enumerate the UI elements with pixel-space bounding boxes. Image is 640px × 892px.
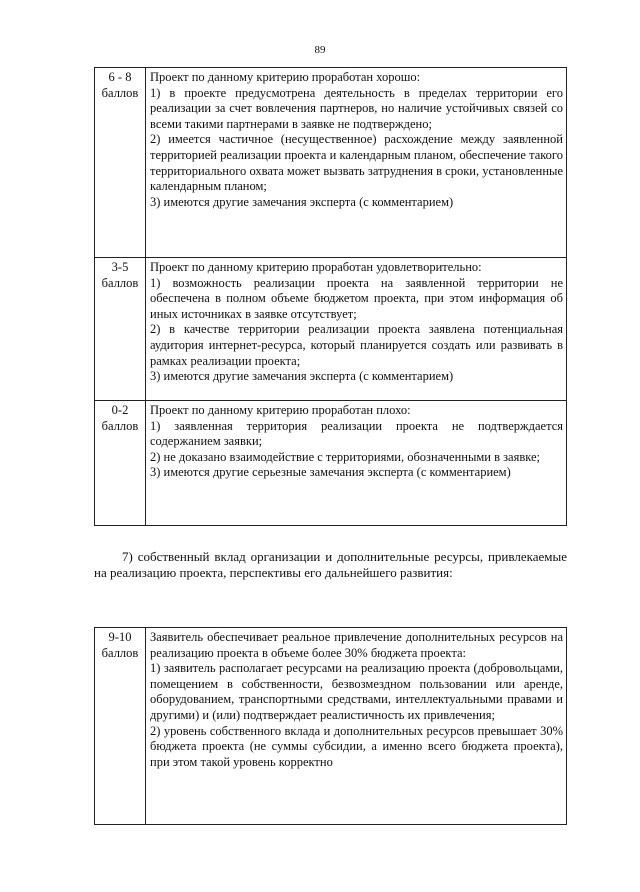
score-range: 3-5 [111, 260, 129, 274]
score-cell [95, 401, 146, 526]
section-paragraph: 7) собственный вклад организации и дополнительные ресурсы, привлекаемые на реализацию проекта, перспективы его дальнейшего развития: [94, 549, 567, 580]
criterion-item: 1) возможность реализации проекта на заявленной территории не обеспечена в полном объеме бюджетом проекта, при этом информация об иных источниках в заявке отсутствует; [150, 275, 563, 321]
table-row [95, 68, 567, 258]
description-cell [146, 401, 567, 526]
criterion-heading: Проект по данному критерию проработан плохо: [150, 403, 411, 417]
table-row [95, 258, 567, 401]
score-cell [95, 258, 146, 401]
score-range: 0-2 [111, 403, 129, 417]
score-range: 9-10 [108, 630, 132, 644]
criterion-item: 1) заявленная территория реализации проекта не подтверждается содержанием заявки; [150, 418, 563, 449]
table-row [95, 401, 567, 526]
score-cell [95, 68, 146, 258]
criterion-item: 3) имеются другие замечания эксперта (с комментарием) [150, 194, 454, 209]
score-cell [95, 628, 146, 825]
score-unit: баллов [101, 275, 139, 290]
criterion-heading: Проект по данному критерию проработан хорошо: [150, 70, 421, 84]
score-unit: баллов [101, 645, 139, 660]
score-unit: баллов [101, 418, 139, 433]
criterion-item: 1) заявитель располагает ресурсами на реализацию проекта (добровольцами, помещением в собственности, безвозмездном пользовании или аренде, оборудованием, транспортными средствами, интеллектуальными правами и другими) и (или) подтверждает реалистичность их привлечения; [150, 661, 563, 722]
criterion-heading: Проект по данному критерию проработан удовлетворительно: [150, 260, 482, 274]
criterion-item: 3) имеются другие замечания эксперта (с комментарием) [150, 369, 454, 384]
description-cell [146, 68, 567, 258]
description-cell [146, 258, 567, 401]
page-number: 89 [314, 44, 326, 56]
description-cell [146, 628, 567, 825]
criterion-item: 2) в качестве территории реализации проекта заявлена потенциальная аудитория интернет-ресурса, который планируется создать или развивать в рамках реализации проекта; [150, 322, 563, 368]
criterion-item: 3) имеются другие серьезные замечания эксперта (с комментарием) [150, 465, 511, 480]
criteria-table-resources [94, 627, 567, 825]
criterion-heading: Заявитель обеспечивает реальное привлечение дополнительных ресурсов на реализацию проекта в объеме более 30% бюджета проекта: [150, 630, 563, 660]
table-row [95, 628, 567, 825]
score-range: 6 - 8 [108, 70, 132, 84]
criteria-table-territory [94, 67, 567, 526]
criterion-item: 2) имеется частичное (несущественное) расхождение между заявленной территорией реализации проекта и календарным планом, обеспечение такого территориального охвата может вызвать затруднения в сроки, установленные календарным планом; [150, 132, 563, 194]
criterion-item: 2) не доказано взаимодействие с территориями, обозначенными в заявке; [150, 449, 541, 464]
criterion-item: 1) в проекте предусмотрена деятельность в пределах территории его реализации за счет вовлечения партнеров, но наличие устойчивых связей со всеми такими партнерами в заявке не подтверждено; [150, 85, 563, 131]
score-unit: баллов [101, 85, 139, 100]
criterion-item: 2) уровень собственного вклада и дополнительных ресурсов превышает 30% бюджета проекта (не суммы субсидии, а именно всего бюджета проекта), при этом такой уровень корректно [150, 723, 563, 769]
